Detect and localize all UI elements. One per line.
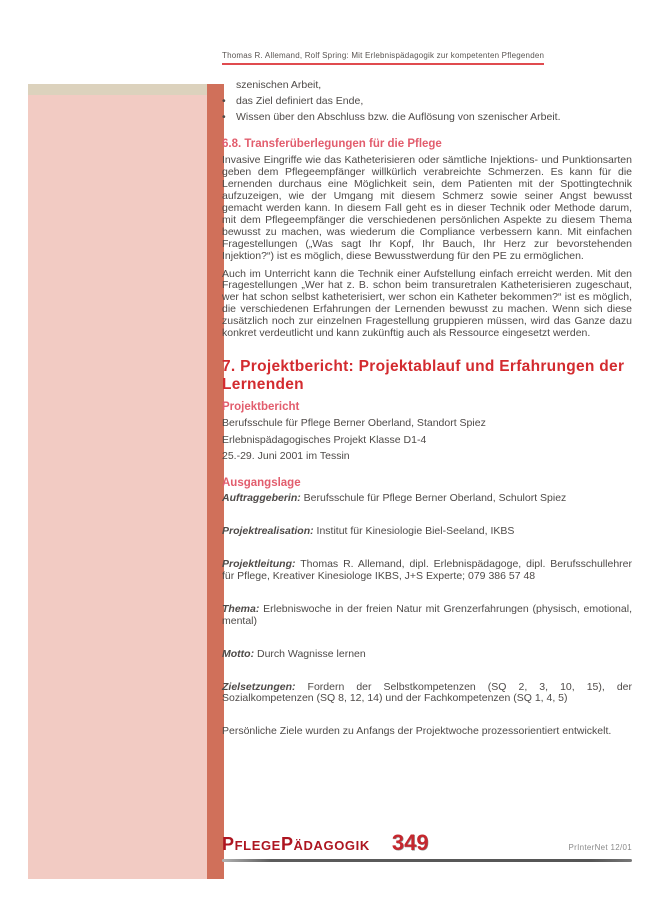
sidebar-accent-band bbox=[28, 84, 207, 95]
running-header: Thomas R. Allemand, Rolf Spring: Mit Erlebnispädagogik zur kompetenten Pflegenden bbox=[222, 51, 544, 65]
entry-motto bbox=[222, 649, 632, 661]
entry-auftraggeberin bbox=[222, 493, 632, 505]
bullet-marker: • bbox=[222, 110, 226, 123]
entry-text: Erlebniswoche in der freien Natur mit Grenzerfahrungen (physisch, emotional, mental) bbox=[222, 602, 632, 627]
footer-page-number: 349 bbox=[391, 830, 429, 855]
entry-text: Fordern der Selbstkompetenzen (SQ 2, 3, 10, 15), der Sozialkompetenzen (SQ 8, 12, 14) und der Fachkompetenzen (SQ 1, 4, 5) bbox=[222, 680, 632, 705]
list-item-text: das Ziel definiert das Ende, bbox=[236, 94, 364, 107]
entry-text: Institut für Kinesiologie Biel-Seeland, IKBS bbox=[313, 525, 515, 538]
entry-text: Durch Wagnisse lernen bbox=[254, 647, 366, 660]
entry-label: Auftraggeberin: bbox=[222, 492, 301, 505]
entry-label: Projektleitung: bbox=[222, 558, 296, 571]
entry-label: Projektrealisation: bbox=[222, 525, 314, 538]
footer-rule bbox=[222, 859, 632, 862]
project-line: Berufsschule für Pflege Berner Oberland, Standort Spiez bbox=[222, 417, 486, 430]
footer-issue-label: PrInterNet 12/01 bbox=[568, 843, 632, 852]
project-line: 25.-29. Juni 2001 im Tessin bbox=[222, 450, 350, 463]
sidebar-accent-panel bbox=[28, 84, 207, 879]
entry-thema bbox=[222, 604, 632, 628]
entry-zielsetzungen bbox=[222, 682, 632, 706]
subheading-ausgangslage: Ausgangslage bbox=[222, 477, 301, 490]
entry-text: Berufsschule für Pflege Berner Oberland, Schulort Spiez bbox=[300, 492, 567, 505]
subheading-projektbericht: Projektbericht bbox=[222, 400, 300, 413]
text-column bbox=[222, 50, 632, 738]
list-item bbox=[222, 110, 632, 126]
footer-brand: PflegePädagogik bbox=[222, 834, 370, 854]
footer-row bbox=[222, 830, 632, 856]
entry-label: Thema: bbox=[222, 602, 260, 615]
entry-label: Motto: bbox=[222, 647, 255, 660]
closing-paragraph: Persönliche Ziele wurden zu Anfangs der Projektwoche prozessorientiert entwickelt. bbox=[222, 725, 612, 738]
list-item bbox=[222, 94, 632, 110]
page-footer bbox=[222, 830, 632, 862]
bullet-marker: • bbox=[222, 94, 226, 107]
paragraph: Auch im Unterricht kann die Technik einer Aufstellung einfach erreicht werden. Mit den Fragestellungen „Wer hat z. B. schon beim transuretralen Katheterisieren zugeschaut, wer hat schon selbst katheterisiert, wer schon ein Katheter bekommen?“ ist es möglich, die verschiedenen Erfahrungen der Lernenden bewusst zu machen. Wenn sich diese zusätzlich noch zur einzelnen Fragestellung gruppieren müssen, wird das Ganze dazu konkret verdeutlicht und kann zukünftig auch als Ressource eingesetzt werden. bbox=[222, 267, 632, 340]
section-7-heading: 7. Projektbericht: Projektablauf und Erfahrungen der Lernenden bbox=[222, 357, 625, 394]
entry-projektleitung bbox=[222, 559, 632, 583]
list-continuation: szenischen Arbeit, bbox=[236, 79, 322, 91]
list-item-text: Wissen über den Abschluss bzw. die Auflösung von szenischer Arbeit. bbox=[236, 110, 561, 123]
intro-list bbox=[222, 78, 632, 125]
entry-projektrealisation bbox=[222, 526, 632, 538]
project-line: Erlebnispädagogisches Projekt Klasse D1-4 bbox=[222, 433, 427, 446]
entry-label: Zielsetzungen: bbox=[222, 680, 296, 693]
entry-text: Thomas R. Allemand, dipl. Erlebnispädagoge, dipl. Berufsschullehrer für Pflege, Kreativer Kinesiologe IKBS, J+S Experte; 079 386 57 48 bbox=[222, 558, 632, 582]
section-6-8-heading: 6.8. Transferüberlegungen für die Pflege bbox=[222, 138, 442, 151]
paragraph: Invasive Eingriffe wie das Katheterisieren oder sämtliche Injektions- und Punktionsarten geben dem Pflegeempfänger willkürlich verabreichte Schmerzen. Es kann für die Lernenden durchaus eine Möglichkeit sein, dem Patienten mit der Spottingtechnik aufzuzeigen, wie der Umgang mit diesem Schmerz sowie seiner Angst bewusst gemacht werden kann. In diesem Fall geht es in dieser Technik oder Methode darum, mit dem Pflegeempfänger die verschiedenen persönlichen Aspekte zu diesem Thema bewusst zu machen, was wiederum die Compliance verbessern kann. Mit einfachen Fragestellungen („Was sagt Ihr Kopf, Ihr Bauch, Ihr Herz zur bevorstehenden Injektion?“) ist es möglich, diese Bewusstwerdung für den PE zu ermöglichen. bbox=[222, 154, 632, 262]
